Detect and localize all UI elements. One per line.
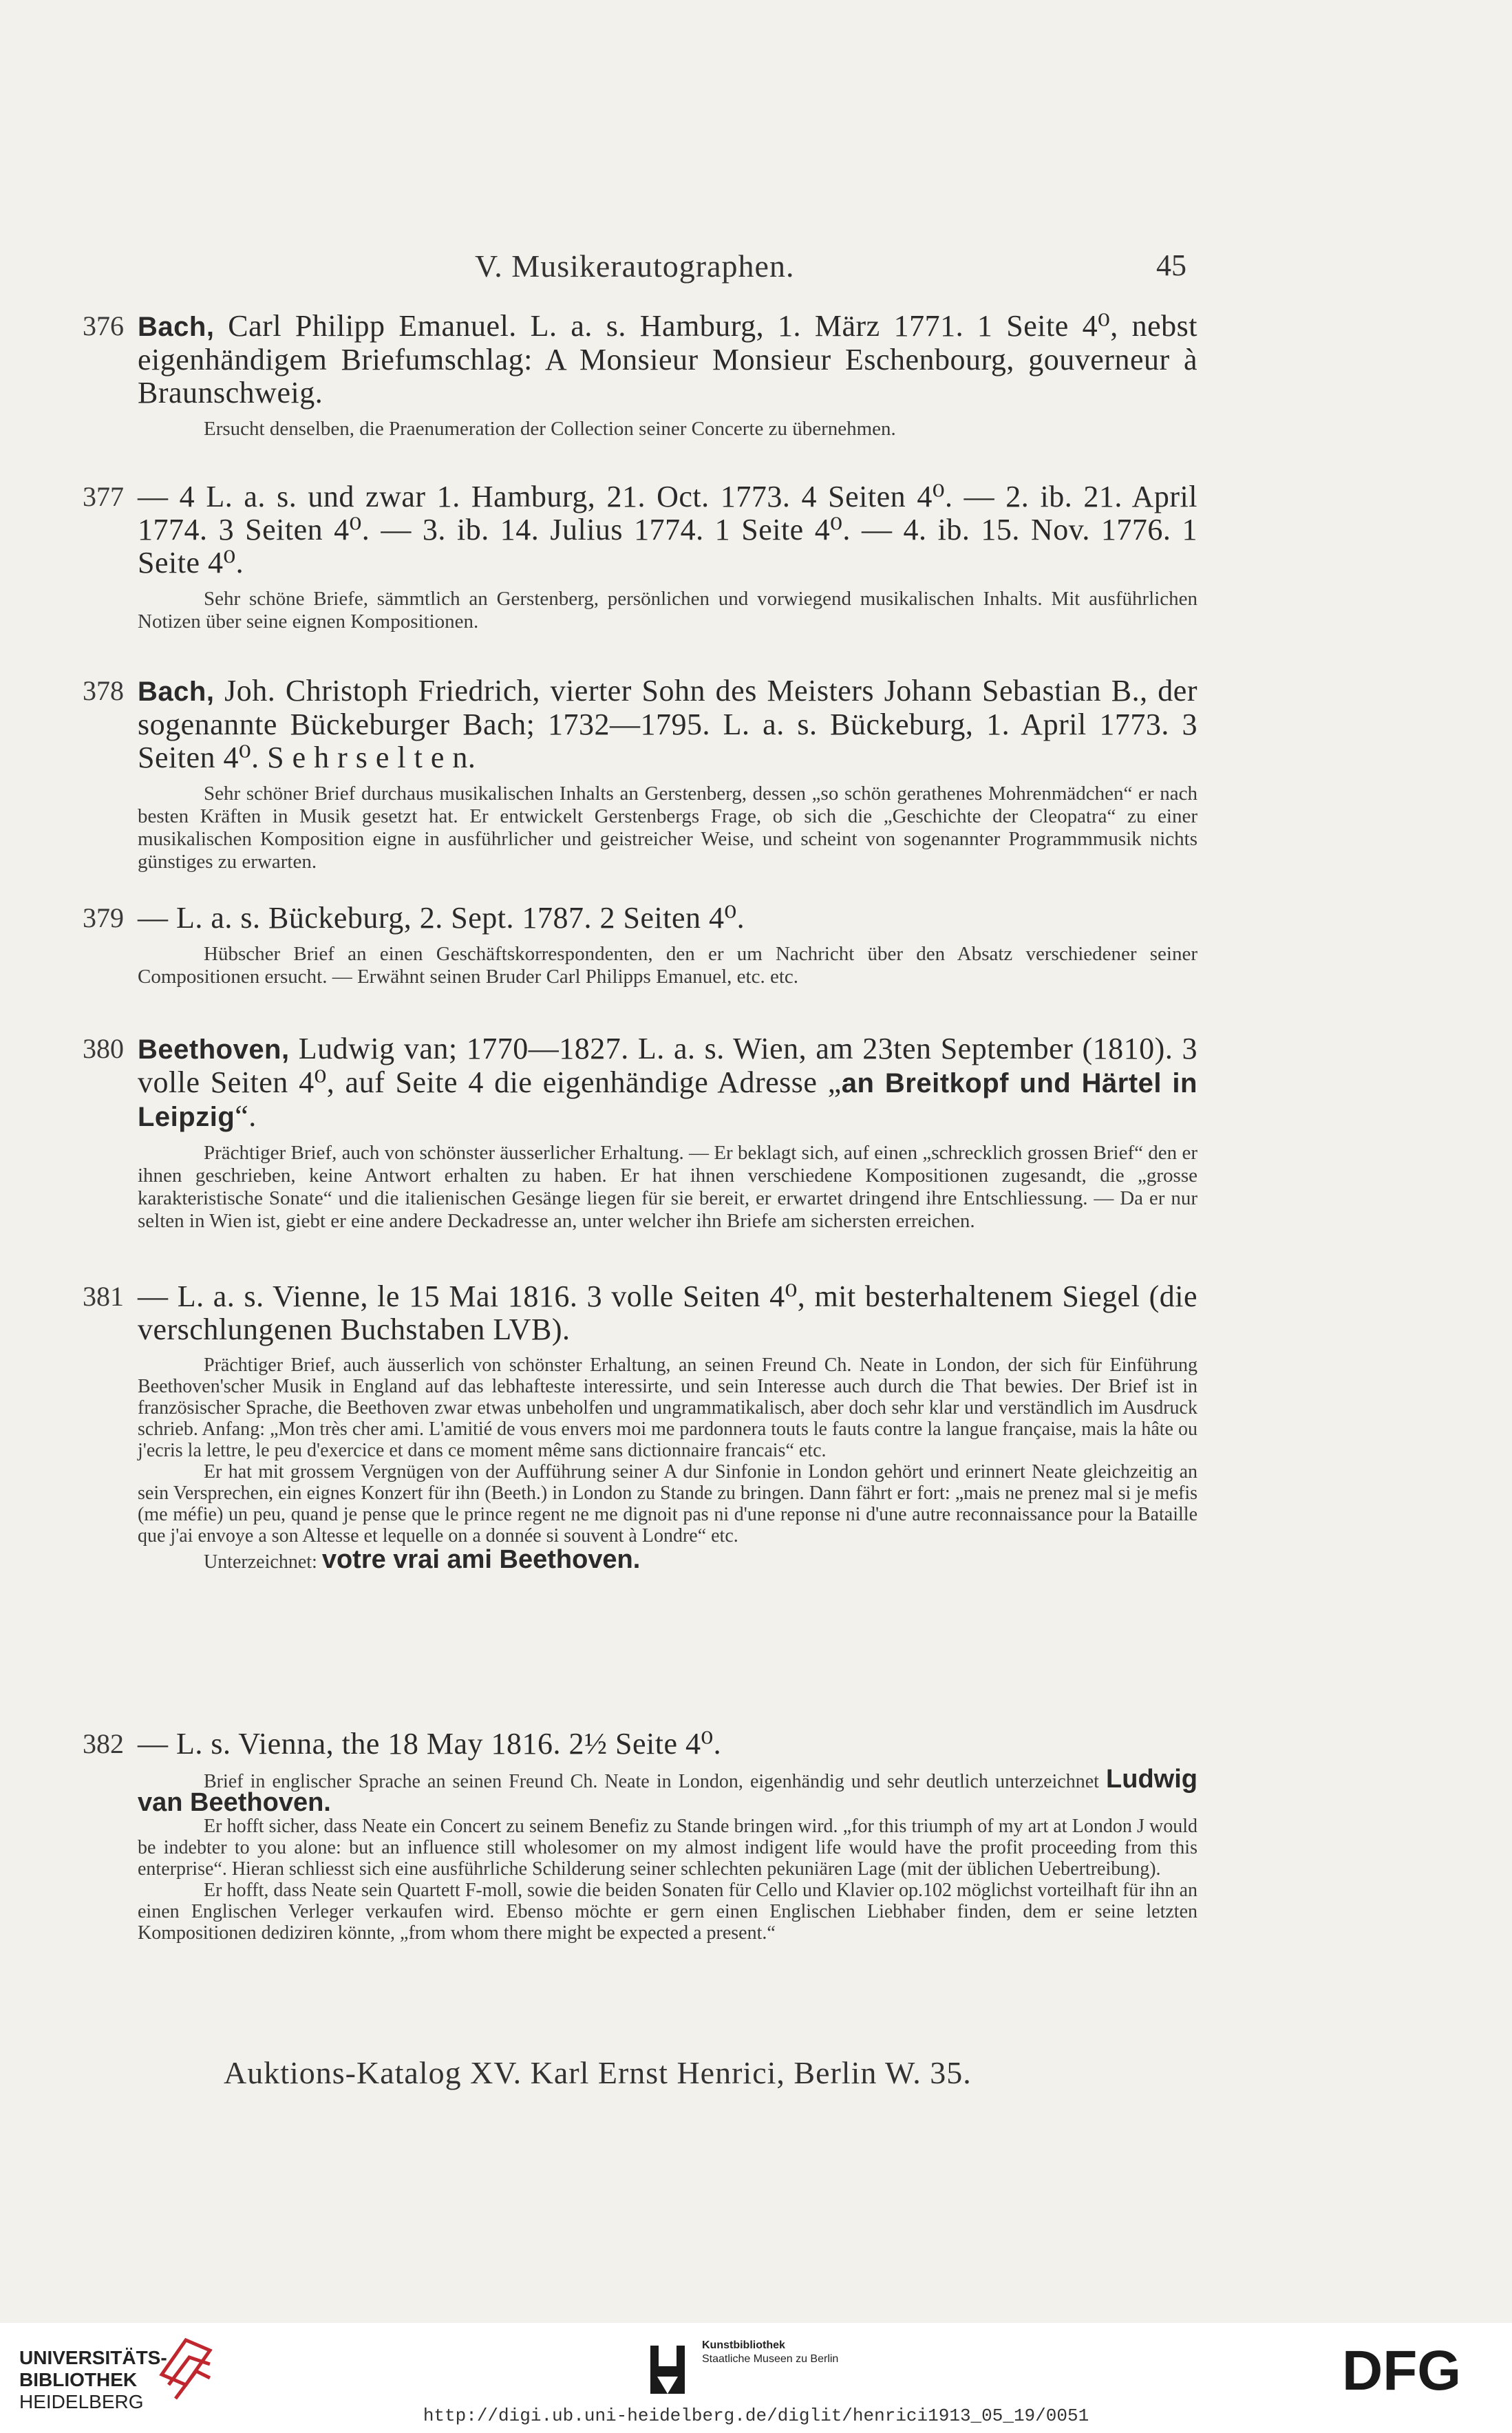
university-library-logo bbox=[155, 2333, 217, 2409]
kunstbibliothek-name bbox=[702, 2339, 838, 2366]
permalink[interactable]: http://digi.ub.uni-heidelberg.de/diglit/henrici1913_05_19/0051 bbox=[423, 2405, 1089, 2426]
signature-text: Ludwig van Beethoven. bbox=[138, 1765, 1197, 1817]
catalog-footer: Auktions-Katalog XV. Karl Ernst Henrici, Berlin W. 35. bbox=[224, 2055, 972, 2090]
entry-note-text: Brief in englischer Sprache an seinen Freund Ch. Neate in London, eigenhändig und sehr deutlich unterzeichnet bbox=[204, 1771, 1099, 1792]
uni-line: UNIVERSITÄTS- bbox=[19, 2347, 167, 2368]
entry-note: Ersucht denselben, die Praenumeration der Collection seiner Concerte zu übernehmen. bbox=[204, 418, 896, 440]
entry-note: Prächtiger Brief, auch äusserlich von schönster Erhaltung, an seinen Freund Ch. Neate in London, der sich für Einführung Beethoven'scher Musik in England auf das lebhafteste interessirte, und sein Interesse auch durch die That bewies. Der Brief ist in französischer Sprache, die Beethoven zwar etwas unbeholfen und ungrammatikalisch, aber doch sehr klar und verständlich im Ausdruck schrieb. Anfang: „Mon très cher ami. L'amitié de vous envers moi me pardonnera touts le fauts contre la langue française, mais la hâte ou j'ecris la lettre, le peu d'exercice et dans ce moment même sans dictionnaire francais“ etc. bbox=[138, 1354, 1197, 1461]
entry-note: Er hat mit grossem Vergnügen von der Aufführung seiner A dur Sinfonie in London gehört und erinnert Neate gleichzeitig an sein Versprechen, ein eignes Konzert für ihn (Beeth.) in London zu Stande zu bringen. Dann fährt er fort: „mais ne prenez mal si je mefis (me méfie) un peu, quand je pense que le prince regent ne me dignoit pas ni d'une reponse ni d'une autre reconnaissance pour la Bataille que j'ai envoye a son Altesse et lequelle on a donnée si souvent à Londre“ etc. bbox=[138, 1461, 1197, 1547]
entry-description-tail: “. bbox=[235, 1099, 257, 1133]
lot-number: 378 bbox=[83, 675, 124, 706]
section-title: V. Musikerautographen. bbox=[475, 248, 795, 284]
dfg-logo bbox=[1342, 2341, 1487, 2397]
entry-note bbox=[138, 1765, 1197, 1817]
entry-note: Prächtiger Brief, auch von schönster äusserlicher Erhaltung. — Er beklagt sich, auf einen „schrecklich grossen Brief“ den er ihnen geschrieben, keine Antwort erhalten zu haben. Er hat ihnen verschiedene Kompositionen zugesandt, die „grosse karakteristische Sonate“ und die italienischen Gesänge liegen für sie bereit, er erwartet dringend ihre Entschliessung. — Da er nur selten in Wien ist, giebt er eine andere Deckadresse an, unter welcher ihn Briefe am sichersten erreichen. bbox=[138, 1142, 1197, 1232]
kb-line: Kunstbibliothek bbox=[702, 2339, 785, 2351]
entry-note: Er hofft sicher, dass Neate ein Concert zu seinem Benefiz zu Stande bringen wird. „for this triumph of my art at London J would be indebter to you alone: but an influence still wholesomer on my almost indigent life would have the profit proceeding from this enterprise“. Hieran schliesst sich eine ausführliche Schilderung seiner schlechten pekuniären Lage (mit der üblichen Uebertreibung). bbox=[138, 1816, 1197, 1880]
composer-name: Bach, bbox=[138, 312, 215, 342]
entry-description: — 4 L. a. s. und zwar 1. Hamburg, 21. Oct. 1773. 4 Seiten 4⁰. — 2. ib. 21. April 1774. 3 Seiten 4⁰. — 3. ib. 14. Julius 1774. 1 Seite 4⁰. — 4. ib. 15. Nov. 1776. 1 Seite 4⁰. bbox=[138, 480, 1197, 580]
uni-line: HEIDELBERG bbox=[19, 2391, 144, 2412]
kunstbibliothek-logo bbox=[643, 2339, 692, 2401]
entry-description: — L. s. Vienna, the 18 May 1816. 2½ Seite 4⁰. bbox=[138, 1727, 722, 1761]
entry-note: Hübscher Brief an einen Geschäftskorrespondenten, den er um Nachricht über den Absatz verschiedener seiner Compositionen ersucht. — Erwähnt seinen Bruder Carl Philipps Emanuel, etc. etc. bbox=[138, 943, 1197, 988]
page-number: 45 bbox=[1156, 248, 1186, 282]
lot-number: 380 bbox=[83, 1033, 124, 1064]
catalog-entry bbox=[83, 1727, 1197, 1944]
catalog-entry bbox=[83, 480, 1197, 633]
entry-description: Carl Philipp Emanuel. L. a. s. Hamburg, 1. März 1771. 1 Seite 4⁰, nebst eigenhändigem Briefumschlag: A Monsieur Monsieur Eschenbourg, gouverneur à Braunschweig. bbox=[138, 309, 1197, 410]
entry-description: — L. a. s. Vienne, le 15 Mai 1816. 3 volle Seiten 4⁰, mit besterhaltenem Siegel (die verschlungenen Buchstaben LVB). bbox=[138, 1279, 1197, 1346]
signature-text: votre vrai ami Beethoven. bbox=[321, 1545, 641, 1574]
address-text: an Breitkopf und Härtel in Leipzig bbox=[138, 1068, 1197, 1132]
entry-heading bbox=[138, 674, 1197, 774]
lot-number: 382 bbox=[83, 1728, 124, 1759]
entry-description: — L. a. s. Bückeburg, 2. Sept. 1787. 2 Seiten 4⁰. bbox=[138, 901, 745, 935]
catalog-entry bbox=[83, 1032, 1197, 1233]
catalog-entry bbox=[83, 1279, 1197, 1574]
kb-line: Staatliche Museen zu Berlin bbox=[702, 2353, 839, 2365]
signature-label: Unterzeichnet: bbox=[204, 1551, 317, 1573]
university-library-name bbox=[19, 2347, 167, 2413]
entry-note: Sehr schöner Brief durchaus musikalischen Inhalts an Gerstenberg, dessen „so schön gerathenes Mohrenmädchen“ er nach besten Kräften in Musik gesetzt hat. Er entwickelt Gerstenbergs Frage, ob sich die „Geschichte der Cleopatra“ zu einer musikalischen Komposition eigne in ausführlicher und geistreicher Weise, und scheint von sogenannter Programmmusik nichts günstiges zu erwarten. bbox=[138, 783, 1197, 873]
dfg-text: DFG bbox=[1342, 2341, 1462, 2397]
signature-line bbox=[138, 1545, 1197, 1574]
entry-note: Er hofft, dass Neate sein Quartett F-moll, sowie die beiden Sonaten für Cello und Klavier op.102 möglichst vorteilhaft für ihn an einen Englischen Verleger verkaufen wird. Ebenso möchte er gern einen Englischen Liebhaber finden, dem er seine letzten Kompositionen dediziren könnte, „from whom there might be expected a present.“ bbox=[138, 1880, 1197, 1944]
entry-heading bbox=[138, 1032, 1197, 1134]
catalog-entry bbox=[83, 901, 1197, 988]
composer-name: Beethoven, bbox=[138, 1034, 290, 1065]
catalog-entry bbox=[83, 674, 1197, 873]
entry-description: Joh. Christoph Friedrich, vierter Sohn des Meisters Johann Sebastian B., der sogenannte Bückeburger Bach; 1732—1795. L. a. s. Bückeburg, 1. April 1773. 3 Seiten 4⁰. S e h r s e l t e n. bbox=[138, 674, 1197, 774]
entry-description: Ludwig van; 1770—1827. L. a. s. Wien, am 23ten September (1810). 3 volle Seiten 4⁰, auf Seite 4 die eigenhändige Adresse „ bbox=[138, 1032, 1197, 1099]
composer-name: Bach, bbox=[138, 677, 215, 707]
entry-heading bbox=[138, 310, 1197, 410]
lot-number: 377 bbox=[83, 481, 124, 512]
lot-number: 376 bbox=[83, 310, 124, 341]
entry-note: Sehr schöne Briefe, sämmtlich an Gerstenberg, persönlichen und vorwiegend musikalischen Inhalts. Mit ausführlichen Notizen über seine eignen Kompositionen. bbox=[138, 588, 1197, 633]
lot-number: 381 bbox=[83, 1281, 124, 1312]
catalog-entry bbox=[83, 309, 1197, 440]
uni-line: BIBLIOTHEK bbox=[19, 2369, 138, 2390]
lot-number: 379 bbox=[83, 902, 124, 933]
